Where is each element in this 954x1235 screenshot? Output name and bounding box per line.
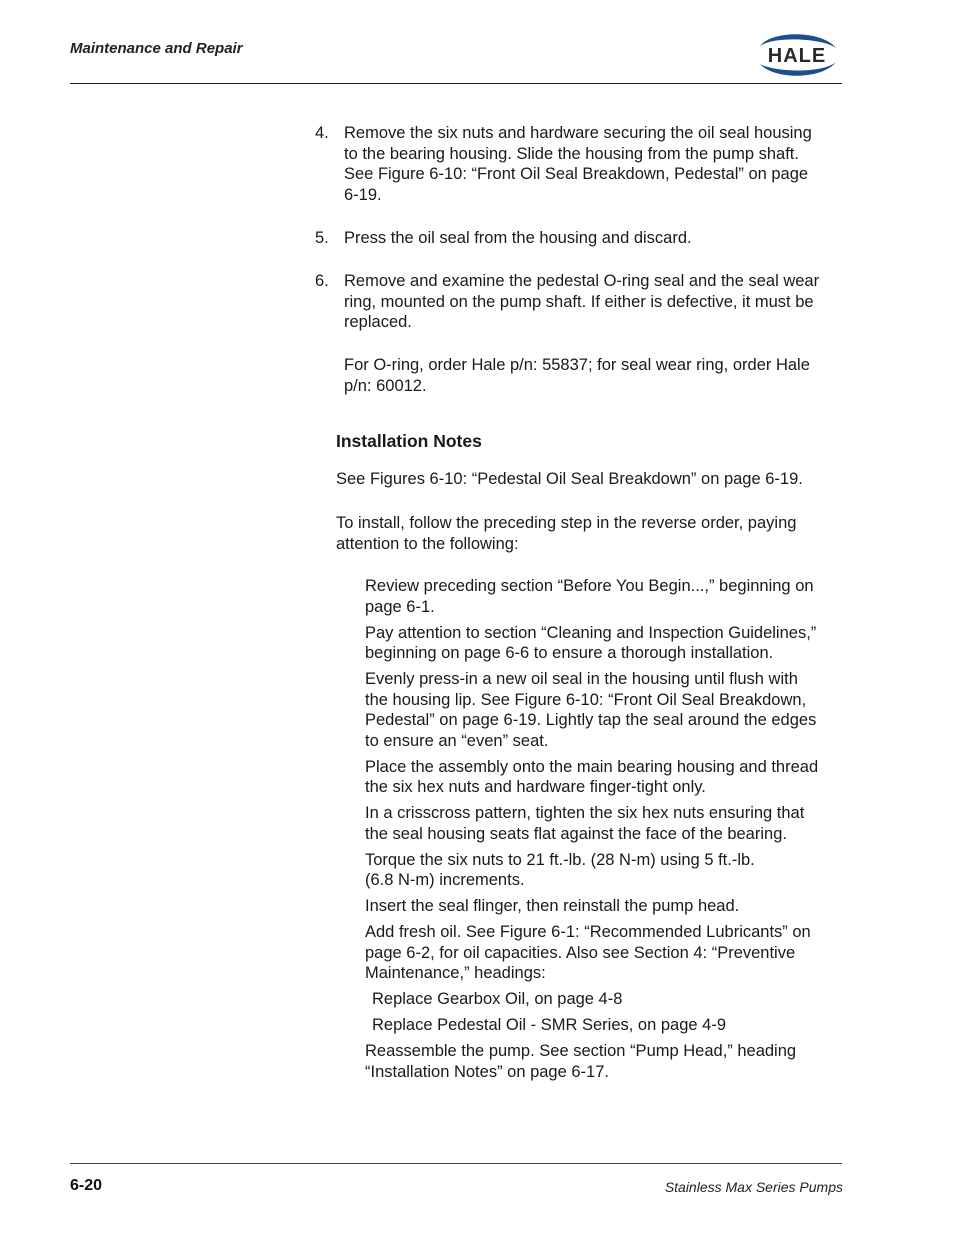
list-line: Replace Pedestal Oil - SMR Series, on page 4-9 [372, 1016, 727, 1034]
sub-list-item [365, 989, 845, 1010]
installation-para-1: See Figures 6-10: “Pedestal Oil Seal Breakdown” on page 6-19. [336, 470, 803, 488]
step-line: Press the oil seal from the housing and discard. [344, 229, 692, 247]
list-line: Reassemble the pump. See section “Pump Head,” heading [365, 1042, 797, 1060]
page-number: 6-20 [70, 1177, 103, 1194]
list-line: Pay attention to section “Cleaning and Inspection Guidelines,” [365, 623, 817, 642]
header-rule [70, 83, 842, 84]
list-line: Torque the six nuts to 21 ft.-lb. (28 N-m) using 5 ft.-lb. [365, 850, 755, 869]
list-line: Insert the seal flinger, then reinstall the pump head. [365, 897, 740, 915]
para-line: To install, follow the preceding step in the reverse order, paying [336, 514, 797, 532]
list-line: the seal housing seats flat against the face of the bearing. [365, 824, 787, 843]
list-line: beginning on page 6-6 to ensure a thorough installation. [365, 644, 774, 662]
hale-logo-text: HALE [767, 45, 827, 67]
installation-heading: Installation Notes [336, 431, 482, 451]
list-line: page 6-2, for oil capacities. Also see Section 4: “Preventive [365, 943, 796, 962]
footer-rule [70, 1163, 842, 1164]
step-line: ring, mounted on the pump shaft. If either is defective, it must be [344, 292, 814, 311]
list-item [365, 896, 845, 917]
list-line: to ensure an “even” seat. [365, 731, 549, 750]
step-line: to the bearing housing. Slide the housing from the pump shaft. [344, 144, 799, 163]
step-number: 6. [315, 272, 329, 290]
list-item [365, 576, 845, 617]
note-line: p/n: 60012. [344, 376, 427, 395]
list-line: Evenly press-in a new oil seal in the housing until flush with [365, 670, 798, 688]
list-item [365, 623, 845, 664]
step-line: 6-19. [344, 185, 382, 204]
list-item [365, 922, 845, 984]
step-4 [315, 123, 845, 205]
step-6-note [344, 355, 844, 396]
hale-logo [752, 26, 842, 84]
sub-list-item [365, 1015, 845, 1036]
step-line: See Figure 6-10: “Front Oil Seal Breakdown, Pedestal” on page [344, 165, 809, 183]
section-title: Maintenance and Repair [70, 40, 243, 57]
step-line: Remove the six nuts and hardware securing the oil seal housing [344, 124, 812, 142]
step-line: replaced. [344, 313, 412, 331]
list-item [365, 1041, 845, 1082]
step-line: Remove and examine the pedestal O-ring seal and the seal wear [344, 272, 820, 290]
list-line: In a crisscross pattern, tighten the six hex nuts ensuring that [365, 804, 805, 822]
document-title: Stainless Max Series Pumps [664, 1179, 843, 1195]
list-item [365, 757, 845, 798]
list-line: the six hex nuts and hardware finger-tight only. [365, 778, 706, 796]
list-line: the housing lip. See Figure 6-10: “Front Oil Seal Breakdown, [365, 690, 807, 709]
step-number: 5. [315, 229, 329, 247]
list-line: Add fresh oil. See Figure 6-1: “Recommended Lubricants” on [365, 923, 811, 941]
list-line: Review preceding section “Before You Begin...,” beginning on [365, 577, 814, 595]
para-line: attention to the following: [336, 534, 519, 553]
step-number: 4. [315, 124, 329, 142]
installation-list [365, 576, 845, 1088]
list-item [365, 669, 845, 751]
list-item [365, 803, 845, 844]
list-line: Maintenance,” headings: [365, 964, 546, 982]
list-line: page 6-1. [365, 597, 435, 616]
list-line: Replace Gearbox Oil, on page 4-8 [372, 990, 623, 1008]
list-line: Pedestal” on page 6-19. Lightly tap the seal around the edges [365, 711, 817, 729]
list-line: (6.8 N-m) increments. [365, 871, 525, 889]
list-line: Place the assembly onto the main bearing housing and thread [365, 757, 819, 776]
step-6 [315, 271, 845, 333]
note-line: For O-ring, order Hale p/n: 55837; for seal wear ring, order Hale [344, 356, 810, 374]
list-line: “Installation Notes” on page 6-17. [365, 1062, 609, 1081]
installation-para-2 [336, 513, 846, 554]
list-item [365, 850, 845, 891]
step-5 [315, 228, 845, 249]
